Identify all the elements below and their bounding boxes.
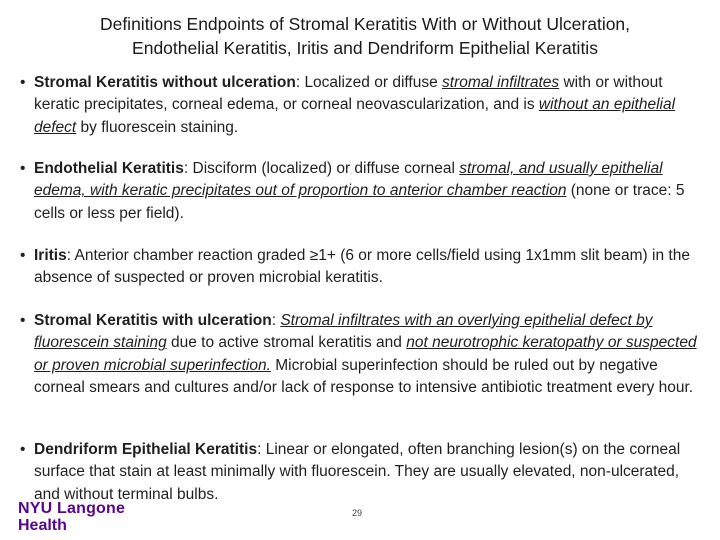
emphasis-text: stromal infiltrates	[442, 74, 560, 91]
bullet-dot: •	[20, 441, 26, 458]
bullet-dot: •	[20, 312, 26, 329]
bullet-dendriform-epithelial-keratitis: • Dendriform Epithelial Keratitis: Linear or elongated, often branching lesion(s) on the corneal surface that stain at least minimally with fluorescein. They are usually elevated, non-ulcerated, and without terminal bulbs.	[20, 441, 681, 503]
bullet-endothelial-keratitis: • Endothelial Keratitis: Disciform (localized) or diffuse corneal stromal, and usually epithelial edema, with keratic precipitates out of proportion to anterior chamber reaction (none or trace: 5 cells or less per field).	[20, 160, 685, 222]
bullet-iritis: • Iritis: Anterior chamber reaction graded ≥1+ (6 or more cells/field using 1x1mm slit beam) in the absence of suspected or proven microbial keratitis.	[20, 247, 690, 287]
nyu-langone-health-logo	[18, 500, 125, 534]
logo-line-1: NYU Langone	[18, 500, 126, 517]
bullet-term: Stromal Keratitis without ulceration	[34, 74, 296, 91]
bullet-term: Dendriform Epithelial Keratitis	[34, 441, 258, 458]
bullet-term: Iritis	[34, 247, 67, 264]
bullet-dot: •	[20, 247, 26, 264]
slide-title: Definitions Endpoints of Stromal Keratitis With or Without Ulceration, Endothelial Keratitis, Iritis and Dendriform Epithelial Keratitis	[99, 14, 631, 58]
bullet-term: Stromal Keratitis with ulceration	[34, 312, 272, 329]
logo-line-2: Health	[18, 517, 67, 534]
emphasis-text: without an epithelial defect	[34, 96, 676, 136]
bullet-dot: •	[20, 74, 26, 91]
emphasis-text: stromal, and usually epithelial edema, with keratic precipitates out of proportion to anterior chamber reaction	[34, 160, 663, 200]
bullet-stromal-keratitis-without-ulceration: • Stromal Keratitis without ulceration: Localized or diffuse stromal infiltrates with or without keratic precipitates, corneal edema, or corneal neovascularization, and is without an epithelial defect by fluorescein staining.	[20, 74, 676, 136]
page-number: 29	[352, 508, 363, 518]
emphasis-text: not neurotrophic keratopathy or suspected or proven microbial superinfection.	[34, 334, 697, 374]
bullet-stromal-keratitis-with-ulceration: • Stromal Keratitis with ulceration: Stromal infiltrates with an overlying epithelial defect by fluorescein staining due to active stromal keratitis and not neurotrophic keratopathy or suspected or proven microbial superinfection. Microbial superinfection should be ruled out by negative corneal smears and cultures and/or lack of response to intensive antibiotic treatment every hour.	[20, 312, 697, 397]
bullet-dot: •	[20, 160, 26, 177]
emphasis-text: Stromal infiltrates with an overlying epithelial defect by fluorescein staining	[34, 312, 653, 352]
bullet-term: Endothelial Keratitis	[34, 160, 184, 177]
